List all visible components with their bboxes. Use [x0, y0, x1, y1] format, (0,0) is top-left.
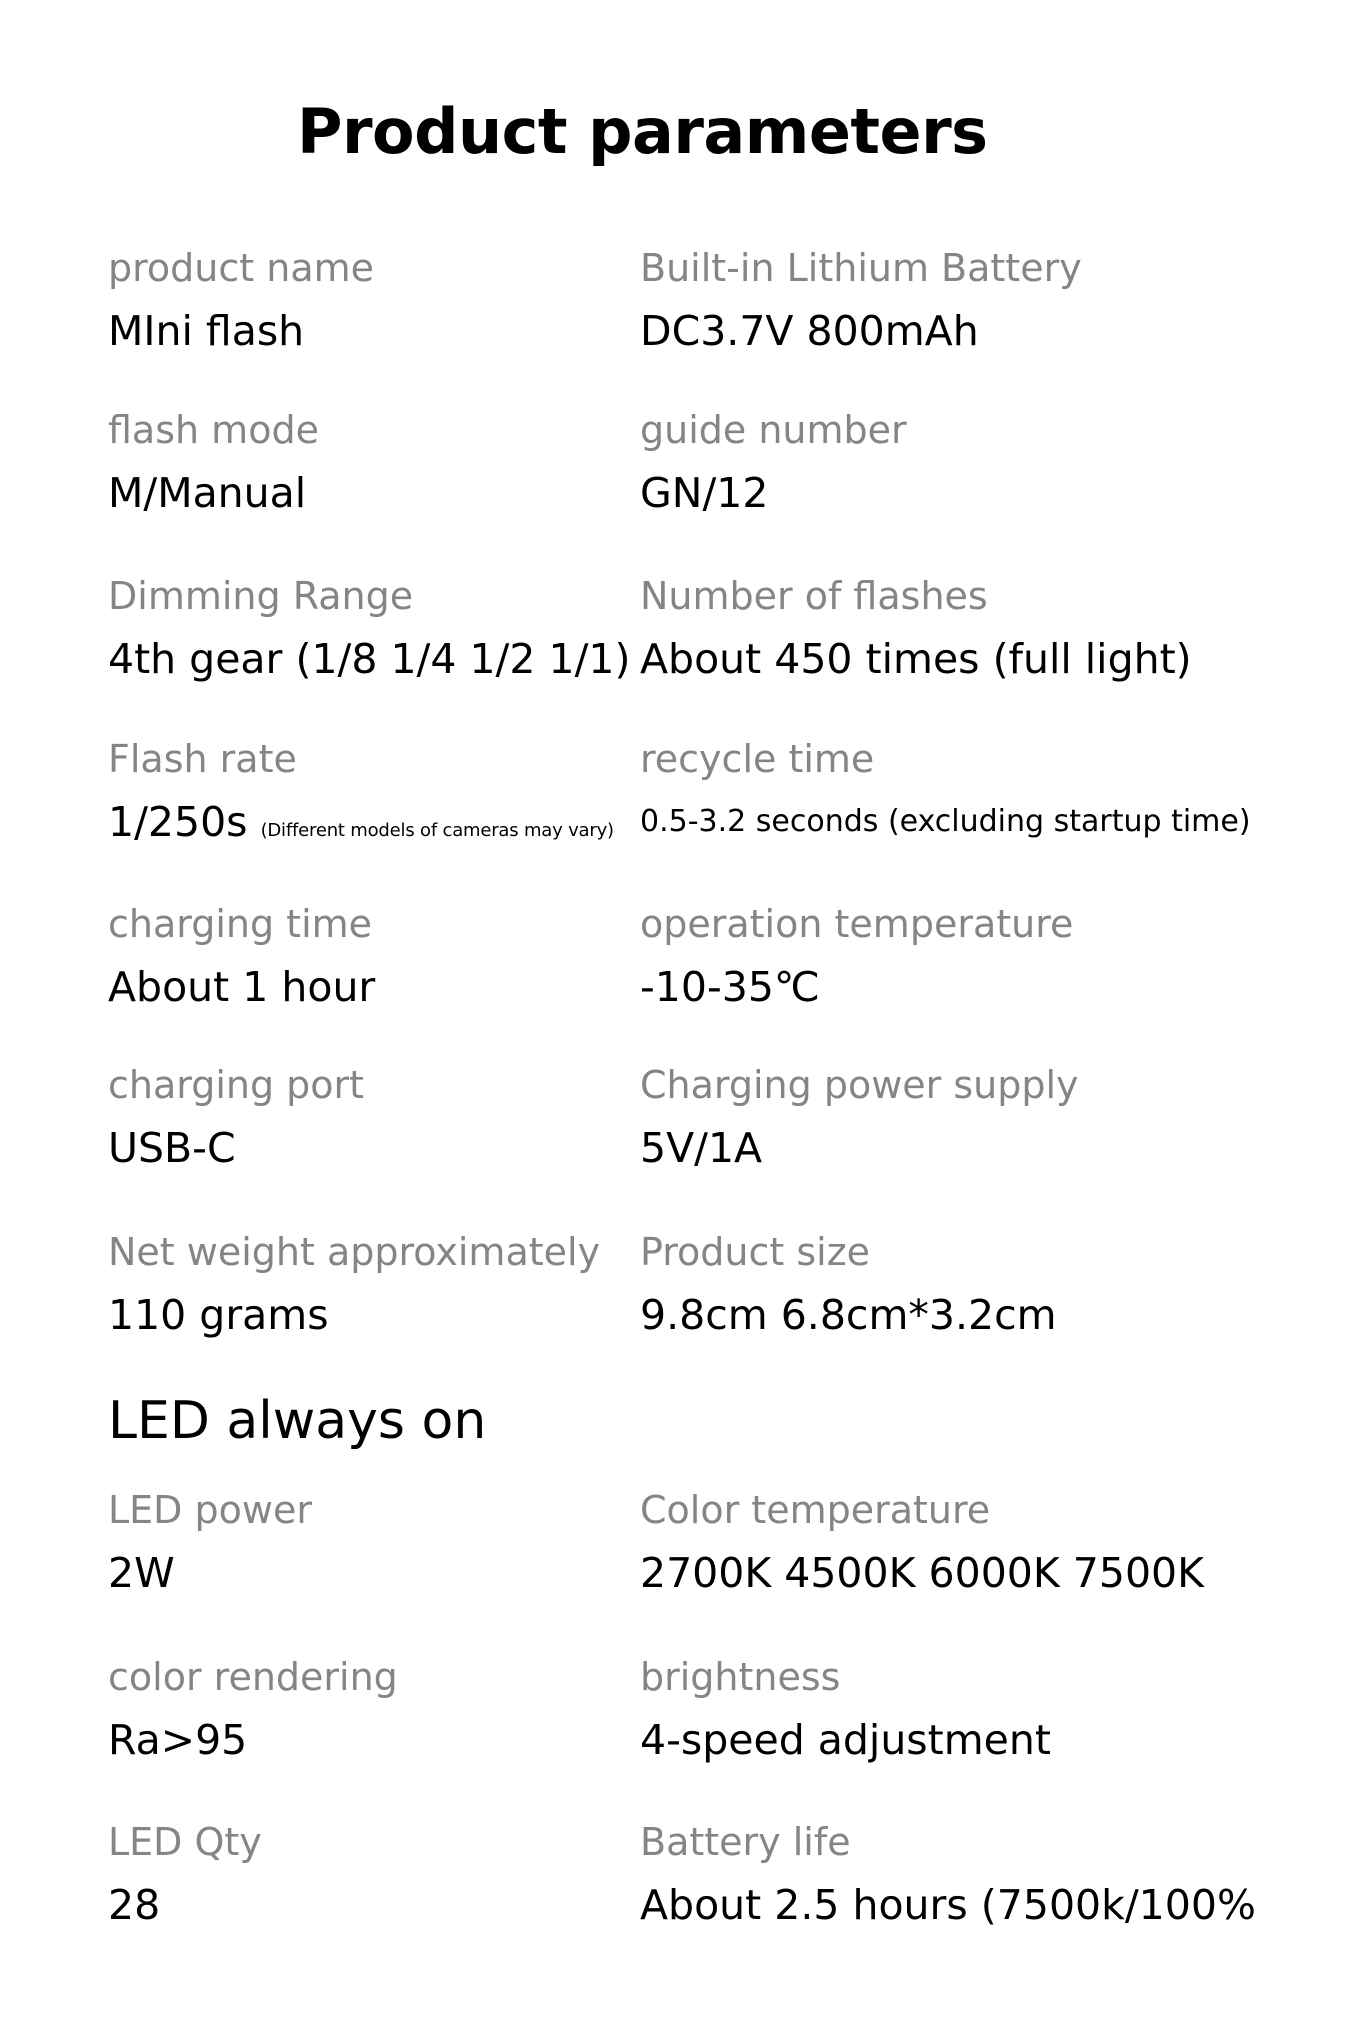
param-label: Flash rate [108, 737, 297, 781]
param-label: LED Qty [108, 1820, 262, 1864]
param-number-of-flashes [640, 572, 1192, 685]
param-label: guide number [640, 408, 907, 452]
param-value: About 1 hour [108, 963, 376, 1011]
param-label: Built-in Lithium Battery [640, 246, 1082, 290]
param-flash-mode [108, 406, 319, 519]
param-value: GN/12 [640, 469, 769, 517]
param-battery [640, 244, 1082, 357]
param-dimming-range [108, 572, 630, 685]
param-label: charging time [108, 902, 373, 946]
param-label: operation temperature [640, 902, 1074, 946]
page-title: Product parameters [297, 95, 988, 168]
param-value: 2700K 4500K 6000K 7500K [640, 1549, 1205, 1597]
param-battery-life [640, 1818, 1256, 1931]
param-color-temperature [640, 1486, 1204, 1599]
param-value: M/Manual [108, 469, 307, 517]
param-guide-number [640, 406, 907, 519]
param-value: 4th gear (1/8 1/4 1/2 1/1) [108, 635, 631, 683]
param-label: Battery life [640, 1820, 851, 1864]
param-value: 28 [108, 1881, 161, 1929]
param-value: 2W [108, 1549, 175, 1597]
param-led-power [108, 1486, 312, 1599]
param-label: flash mode [108, 408, 319, 452]
param-value: 5V/1A [640, 1124, 763, 1172]
param-label: color rendering [108, 1655, 398, 1699]
param-charging-port [108, 1061, 364, 1174]
param-label: Dimming Range [108, 574, 414, 618]
flash-rate-note: (Different models of cameras may vary) [260, 820, 614, 841]
param-color-rendering [108, 1653, 398, 1766]
param-led-qty [108, 1818, 262, 1931]
param-value: USB-C [108, 1124, 236, 1172]
param-value: 110 grams [108, 1291, 329, 1339]
param-label: product name [108, 246, 374, 290]
param-value: Ra>95 [108, 1716, 248, 1764]
param-charging-time [108, 900, 375, 1013]
param-net-weight [108, 1228, 600, 1341]
param-value: 0.5-3.2 seconds (excluding startup time) [640, 804, 1251, 839]
param-value-group [108, 796, 614, 857]
param-value: -10-35℃ [640, 963, 820, 1011]
param-value: 4-speed adjustment [640, 1716, 1051, 1764]
param-label: brightness [640, 1655, 841, 1699]
param-flash-rate [108, 735, 614, 857]
param-operation-temperature [640, 900, 1073, 1013]
param-label: Net weight approximately [108, 1230, 601, 1274]
param-brightness [640, 1653, 1051, 1766]
param-charging-power-supply [640, 1061, 1079, 1174]
param-value: About 450 times (full light) [640, 635, 1192, 683]
param-value: About 2.5 hours (7500k/100% [640, 1881, 1256, 1929]
param-value: MIni flash [108, 307, 305, 355]
flash-rate-value: 1/250s [108, 798, 248, 846]
param-value: 9.8cm 6.8cm*3.2cm [640, 1291, 1057, 1339]
param-label: Number of flashes [640, 574, 988, 618]
param-recycle-time [640, 735, 1251, 848]
param-product-size [640, 1228, 1057, 1341]
param-label: LED power [108, 1488, 312, 1532]
section-title-led: LED always on [108, 1391, 487, 1451]
param-label: recycle time [640, 737, 875, 781]
param-label: charging port [108, 1063, 365, 1107]
param-label: Charging power supply [640, 1063, 1079, 1107]
param-label: Color temperature [640, 1488, 991, 1532]
param-value: DC3.7V 800mAh [640, 307, 979, 355]
param-product-name [108, 244, 374, 357]
param-label: Product size [640, 1230, 871, 1274]
